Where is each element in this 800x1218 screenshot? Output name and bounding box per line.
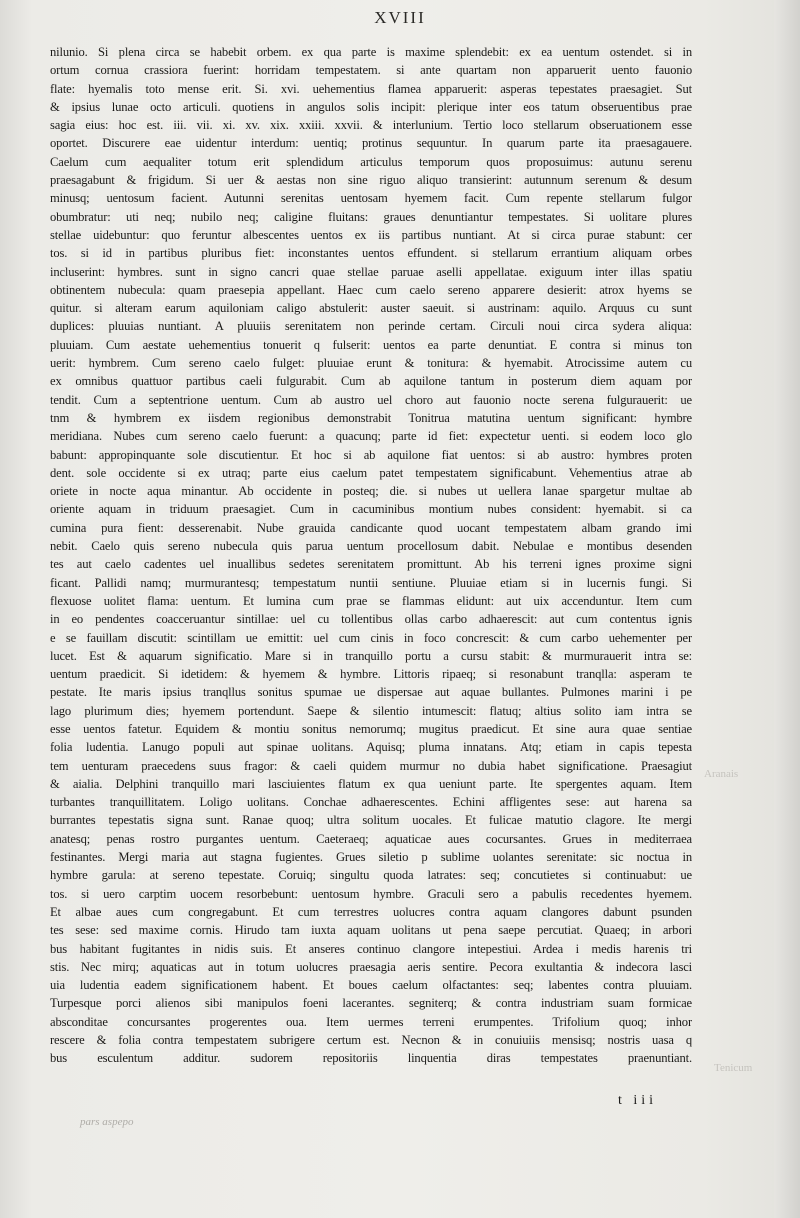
text-line: nilunio. Si plena circa se habebit orbem. ex qua parte is maxime splendebit: ex ea uentum ostendet. si in xyxy=(50,45,692,59)
text-line: pestate. Ite maris ipsius tranqllus sonitus spumae ue dispersae aut aquae bullantes. Pulmones marini i pe xyxy=(50,685,692,700)
text-line: tem uenturam praecedens suus fragor: & caeli quidem murmur no dubia habet significatione. Praesagiut xyxy=(50,758,692,773)
body-text xyxy=(50,43,692,1068)
text-line: tes aut caelo cadentes uel inuallibus sedetes serenitatem promittunt. Ab his terreni ignes proxime signi xyxy=(50,557,692,572)
text-line: stellae uidebuntur: quo feruntur albescentes uentos ex iis partibus nuntiant. At si circa purae stabunt: cer xyxy=(50,227,692,242)
text-line: in eo pendentes coacceruantur sintillae: uel cu tollentibus ollas carbo adhaerescit: aut cum contentus ignis xyxy=(50,612,692,627)
text-line: oriente aquam in triduum praesagiet. Cum in cacuminibus montium nubes consident: hyemabit. si ca xyxy=(50,502,692,517)
text-line: flate: hyemalis toto mense erit. Si. xvi. uehementius flamea apparuerit: asperas tepestates praesagiet. Sut xyxy=(50,81,692,96)
text-line: obtinentem nubecula: quam praesepia appellant. Haec cum caelo sereno apparere desierit: atrox hyems se xyxy=(50,282,692,297)
text-line: babunt: appropinquante sole discutientur. Et hoc si ab aquilone fiat uentos: si ab austro: hymbres proten xyxy=(50,447,692,462)
text-line: duplices: pluuias nuntiant. A pluuiis serenitatem non perinde certam. Circuli noui circa sydera aliqua: xyxy=(50,319,692,334)
text-line: esse uentos fatetur. Equidem & montiu sonitus nemorumq; mugitus praedicut. Et sine aura quae sentiae xyxy=(50,721,692,736)
text-line: uia ludentia eadem significationem habent. Et boues caelum olfactantes: seq; labentes contra pluuiam. xyxy=(50,978,692,993)
signature-mark: t iii xyxy=(618,1093,658,1108)
text-line: quitur. si alteram earum aquiloniam caligo abstulerit: auster saeuit. si austrinam: aquilo. Arquus cu sunt xyxy=(50,301,692,316)
text-line: absconditae concursantes progerentes oua. Item uermes terreni erumpentes. Trifolium quoq; inhor xyxy=(50,1014,692,1029)
text-line: uentum praedicit. Si idetidem: & hyemem & hymbre. Littoris ripaeq; si resonabunt tranqlla: asperam te xyxy=(50,667,692,682)
text-line: turbantes tranquillitatem. Loligo uolitans. Conchae adhaerescentes. Echini affligentes sese: aut harena sa xyxy=(50,795,692,810)
text-line: Caelum cum aequaliter totum erit splendidum articulus temporum quos proposuimus: autunu serenu xyxy=(50,154,692,169)
show-through-note-1: Aranais xyxy=(704,768,739,780)
text-line: pluuiam. Cum aestate uehementius tonuerit q fulserit: uentos ea parte denuntiat. E contra si minus ton xyxy=(50,337,692,352)
text-line: tendit. Cum a septentrione uentum. Cum ab austro uel choro aut fauonio nocte serena fulgurauerit: ue xyxy=(50,392,692,407)
text-line: praesagabunt & frigidum. Si uer & aestas non sine riguo aliquo transierint: autunnum serenum & desum xyxy=(50,173,692,188)
text-line: Et albae aues cum congregabunt. Et cum terrestres uolucres contra aquam clangores dabunt psunden xyxy=(50,904,692,919)
text-line: meridiana. Nubes cum sereno caelo fuerunt: a quacunq; parte id fiet: expectetur uenti. si eodem loco glo xyxy=(50,429,692,444)
text-line: & aialia. Delphini tranquillo mari lasciuientes flatum ex qua ueniunt parte. Ite spergentes aquam. Item xyxy=(50,776,692,791)
text-line: tnm & hymbrem ex iisdem regionibus demonstrabit Tonitrua matutina uentum significant: hymbre xyxy=(50,410,692,425)
text-line: Turpesque porci alienos sibi manipulos foeni lacerantes. segniterq; & contra industriam suam formicae xyxy=(50,996,692,1011)
text-line: bus esculentum additur. sudorem repositoriis linquentia diras tempestates praenuntiant. xyxy=(50,1051,692,1066)
text-line: minusq; uentosum facient. Autunni serenitas uentosam hyemem facit. Cum repente stellarum fulgor xyxy=(50,191,692,206)
text-line: e se fauillam discutit: scintillam ue emittit: uel cum cinis in foco concrescit: & cum carbo uehementer per xyxy=(50,630,692,645)
text-line: obumbratur: uti neq; nubilo neq; caligine fluitans: graues denuntiantur tempestates. Si uolitare plures xyxy=(50,209,692,224)
facing-page-edge xyxy=(774,0,800,1218)
text-line: burrantes tepestatis signa sunt. Ranae quoq; ultra solitum uocales. Et fulicae matutio clagore. Ite mergi xyxy=(50,813,692,828)
text-line: tos. si id in partibus pluribus fiet: inconstantes uentos effundent. si stellarum errantium aliquam orbes xyxy=(50,246,692,261)
text-line: nebit. Caelo quis sereno nubecula quis parua uentum procellosum dabit. Nebulae e montibus desenden xyxy=(50,539,692,554)
text-line: tos. si uero carptim uocem resorbebunt: uentosum hymbre. Graculi sero a pabulis recedentes hyemem. xyxy=(50,886,692,901)
text-line: & ipsius lunae octo articuli. quotiens in angulos solis incipit: plerique inter eos tatum obseruentibus prae xyxy=(50,99,692,114)
text-line: ficant. Pallidi namq; murmurantesq; tempestatum nuntii sentiune. Pluuiae etiam si in lucernis fungi. Si xyxy=(50,575,692,590)
text-line: tes sese: sed maxime cornis. Hirudo tam iuxta aquam uolitans ut pena saepe percutiat. Quaeq; in arbori xyxy=(50,923,692,938)
text-line: cumina pura fient: desserenabit. Nube grauida candicante quod uocant tempestatem albam grando imi xyxy=(50,520,692,535)
text-line: dent. sole occidente si ex utraq; parte eius caelum patet tempestatem significabunt. Vehementius atrae ab xyxy=(50,465,692,480)
text-line: folia ludentia. Lanugo populi aut spinae uolitans. Aquisq; pluma innatans. Atq; etiam in capis tepesta xyxy=(50,740,692,755)
text-line: lago plurimum dies; hyemem portendunt. Saepe & silentio intumescit: flatuq; altius solito iam intra se xyxy=(50,703,692,718)
text-line: ortum cornua crassiora fuerint: horridam tempestatem. si ante quartam non apparuerit uento fauonio xyxy=(50,63,692,78)
text-line: ex omnibus quattuor partibus caeli fulgurabit. Cum ab aquilone tantum in posterum diem aquam por xyxy=(50,374,692,389)
text-line: festinantes. Mergi maria aut stagna fugientes. Grues siletio p sublime uolantes serenitate: sic noctua in xyxy=(50,850,692,865)
text-line: hymbre garula: at sereno tepestate. Coruiq; singultu quoda latrates: seq; concutietes si continuabut: ue xyxy=(50,868,692,883)
show-through-note-2: Tenicum xyxy=(714,1062,753,1074)
text-line: stis. Nec mirq; aquaticas aut in totum uolucres praesagia aeris sentire. Pecora exultantia & indecora lasci xyxy=(50,959,692,974)
text-line: incluserint: hymbres. sunt in signo cancri quae stellae paruae aselli appellatae. exiguum inter illas spatiu xyxy=(50,264,692,279)
text-line: rescere & folia contra tempestatem subrigere certum est. Necnon & in conuiuiis mensisq; nostris uasa q xyxy=(50,1033,692,1048)
folio-number: XVIII xyxy=(374,8,426,27)
text-line: sagia eius: hoc est. iii. vii. xi. xv. xix. xxiii. xxvii. & interlunium. Tertio loco stellarum obseruationem esse xyxy=(50,118,692,133)
text-line: bus habitant fugitantes in nidis suis. Et anseres continuo clangore intepestiui. Ardea i medis harenis tri xyxy=(50,941,692,956)
text-line: flexuose uolitet flama: uentum. Et lumina cum prae se flammas elidunt: aut uix accenduntur. Item cum xyxy=(50,593,692,608)
text-line: anatesq; penas rostro purgantes uentum. Caeteraeq; aquaticae aues cocursantes. Grues in mediterraea xyxy=(50,831,692,846)
text-line: oriete in nocte aqua minantur. Ab occidente in posteq; die. si nubes ut uellera lanae spargetur multae ab xyxy=(50,484,692,499)
show-through-bottom: pars aspepo xyxy=(80,1116,134,1128)
text-line: uerit: hymbrem. Cum sereno caelo fulget: pluuiae erunt & tonitura: & hyemabit. Atrocissime autem cu xyxy=(50,356,692,371)
text-line: oportet. Discurere eae uidentur interdum: uentiq; protinus sequuntur. In quarum parte ita praesagauere. xyxy=(50,136,692,151)
text-line: lucet. Est & aquarum significatio. Mare si in tranquillo portu a cursu stabit: & murmurauerit intra se: xyxy=(50,648,692,663)
